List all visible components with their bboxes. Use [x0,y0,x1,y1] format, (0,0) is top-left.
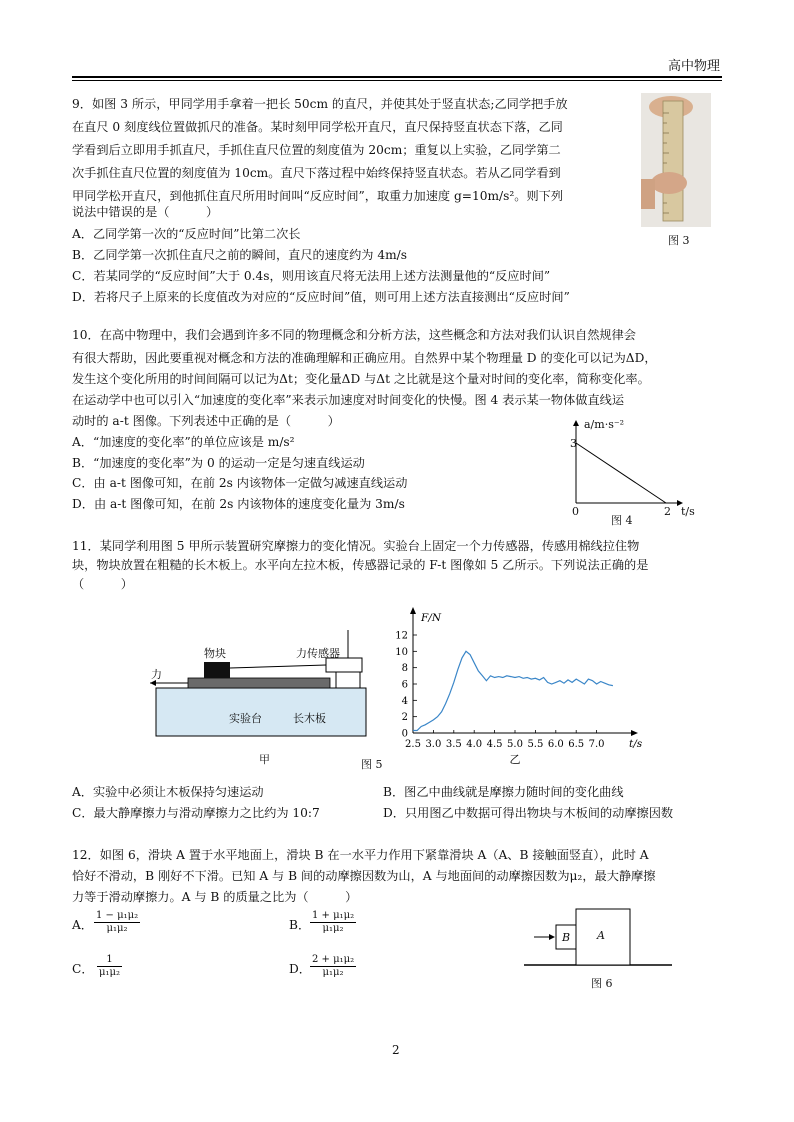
block-a-label: A [597,929,605,942]
bottom-hand-icon [651,172,687,194]
y-tick-label: 10 [395,646,408,658]
y-tick-label: 0 [401,728,408,740]
x-tick-label: 2.5 [405,739,421,750]
at-line [576,443,666,503]
q11-option-a: A．实验中必须让木板保持匀速运动 [72,785,264,799]
q12-line: 12．如图 6，滑块 A 置于水平地面上，滑块 B 在一水平力作用下紧靠滑块 A（A、B 接触面竖直），此时 A [72,848,649,862]
figure-3-caption: 图 3 [668,234,690,247]
q9-option-d: D．若将尺子上原来的长度值改为对应的“反应时间”值，则可用上述方法直接测出“反应时间” [72,290,570,304]
y-tick-label: 12 [395,630,408,642]
q11-line: （ ） [72,577,133,591]
x-tick-label: 3.0 [425,739,442,750]
q10-option-b: B．“加速度的变化率”为 0 的运动一定是匀速直线运动 [72,456,365,470]
q12-option-c-label: C． [72,962,94,976]
q12-option-d-label: D． [289,962,311,976]
block-b-label: B [562,931,571,944]
q12-option-b-numerator: 1 + μ₁μ₂ [312,910,355,921]
page-header-title: 高中物理 [667,59,720,74]
long-board [188,678,330,688]
series-line-F [413,651,613,730]
q12-option-a-denominator: μ₁μ₂ [106,923,128,934]
at-xlabel: t/s [681,505,695,518]
q11-line: 11．某同学利用图 5 甲所示装置研究摩擦力的变化情况。实验台上固定一个力传感器，传感用棉线拉住物 [72,539,640,553]
x-tick-label: 5.0 [507,739,523,750]
q12-option-c-numerator: 1 [97,954,122,967]
page-number: 2 [392,1043,400,1057]
table-label: 实验台 [229,712,262,725]
q12-option-b-label: B． [289,918,311,932]
at-origin: 0 [572,505,579,518]
q10-option-d: D．由 a-t 图像可知，在前 2s 内该物体的速度变化量为 3m/s [72,497,405,511]
q10-option-a: A．“加速度的变化率”的单位应该是 m/s² [72,435,295,449]
q11-option-d: D．只用图乙中数据可得出物块与木板间的动摩擦因数 [383,806,674,820]
figure-4-at-graph [560,415,710,515]
q10-line: 有很大帮助，因此要重视对概念和方法的准确理解和正确应用。自然界中某个物理量 D 的变化可以记为ΔD， [72,351,657,365]
q12-option-d-denominator: μ₁μ₂ [322,967,344,978]
x-tick-label: 4.0 [466,739,483,750]
q10-line: 10．在高中物理中，我们会遇到许多不同的物理概念和分析方法，这些概念和方法对我们认识自然规律会 [72,328,636,342]
q12-option-c-denominator: μ₁μ₂ [99,967,121,978]
x-tick-label: 6.5 [568,739,585,750]
q9-line: 9．如图 3 所示，甲同学用手拿着一把长 50cm 的直尺，并使其处于竖直状态;乙同学把手放 [72,97,568,111]
x-tick-label: 7.0 [588,739,605,750]
y-tick-label: 8 [401,663,408,675]
q12-option-b-denominator: μ₁μ₂ [322,923,344,934]
at-y-tick: 3 [570,437,577,450]
y-tick-label: 6 [401,679,408,691]
q11-option-b: B．图乙中曲线就是摩擦力随时间的变化曲线 [383,785,624,799]
q12-option-d-numerator: 2 + μ₁μ₂ [312,954,355,965]
figure-3-photo [641,93,711,227]
figure-5a-sublabel: 甲 [259,753,270,766]
sensor-label: 力传感器 [296,647,340,660]
q9-option-c: C．若某同学的“反应时间”大于 0.4s，则用该直尺将无法用上述方法测量他的“反应时间” [72,269,551,283]
y-tick-label: 2 [401,712,408,724]
q9-option-b: B．乙同学第一次抓住直尺之前的瞬间，直尺的速度约为 4m/s [72,248,408,262]
q10-line: 动时的 a-t 图像。下列表述中正确的是（ ） [72,414,340,428]
y-axis-label: F/N [421,612,442,624]
figure-6-caption: 图 6 [591,977,613,990]
q12-line: 恰好不滑动，B 刚好不下滑。已知 A 与 B 间的动摩擦因数为山，A 与地面间的动摩擦因数为μ₂，最大静摩擦 [72,869,656,883]
at-x-tick: 2 [664,505,671,518]
q9-line: 学看到后立即用手抓直尺，手抓住直尺位置的刻度值为 20cm；重复以上实验，乙同学第二 [72,143,561,157]
x-tick-label: 5.5 [527,739,544,750]
q11-option-c: C．最大静摩擦力与滑动摩擦力之比约为 10:7 [72,806,320,820]
block [204,662,230,678]
at-ylabel: a/m·s⁻² [584,418,625,431]
figure-4-caption: 图 4 [611,514,633,527]
force-label: 力 [151,668,162,681]
x-axis-label: t/s [629,738,643,750]
q9-line: 在直尺 0 刻度线位置做抓尺的准备。某时刻甲同学松开直尺，直尺保持竖直状态下落，乙同 [72,120,563,134]
q12-option-a-label: A． [72,918,93,932]
figure-5-caption: 图 5 [361,758,383,771]
x-tick-label: 4.5 [486,739,503,750]
sensor-base [336,672,360,688]
q9-line: 次手抓住直尺位置的刻度值为 10cm。直尺下落过程中始终保持竖直状态。若从乙同学看到 [72,166,561,180]
q12-option-a-numerator: 1 − μ₁μ₂ [96,910,139,921]
y-axis-arrow [410,607,416,614]
block-label: 物块 [204,647,226,660]
x-tick-label: 6.0 [547,739,564,750]
q11-line: 块，物块放置在粗糙的长木板上。水平向左拉木板，传感器记录的 F-t 图像如 5 乙所示。下列说法正确的是 [72,558,649,572]
q9-line: 说法中错误的是（ ） [72,205,219,219]
chart-sublabel: 乙 [509,753,521,766]
q10-option-c: C．由 a-t 图像可知，在前 2s 内该物体一定做匀减速直线运动 [72,476,408,490]
header-rule-thick [72,76,722,78]
header-rule-thin [72,80,722,81]
x-axis-arrow [631,730,638,736]
board-label: 长木板 [293,712,326,725]
q12-line: 力等于滑动摩擦力。A 与 B 的质量之比为（ ） [72,890,358,904]
q9-line: 甲同学松开直尺，到他抓住直尺所用时间叫“反应时间”，取重力加速度 g=10m/s²。则下列 [72,189,564,203]
x-tick-label: 3.5 [445,739,462,750]
y-tick-label: 4 [401,695,408,707]
q9-option-a: A．乙同学第一次的“反应时间”比第二次长 [72,227,301,241]
q10-line: 发生这个变化所用的时间间隔可以记为Δt；变化量ΔD 与Δt 之比就是这个量对时间的变化率，简称变化率。 [72,372,650,386]
figure-5b-ft-chart [385,605,650,770]
q10-line: 在运动学中也可以引入“加速度的变化率”来表示加速度对时间变化的快慢。图 4 表示某一物体做直线运 [72,393,625,407]
cotton-thread [230,665,326,668]
